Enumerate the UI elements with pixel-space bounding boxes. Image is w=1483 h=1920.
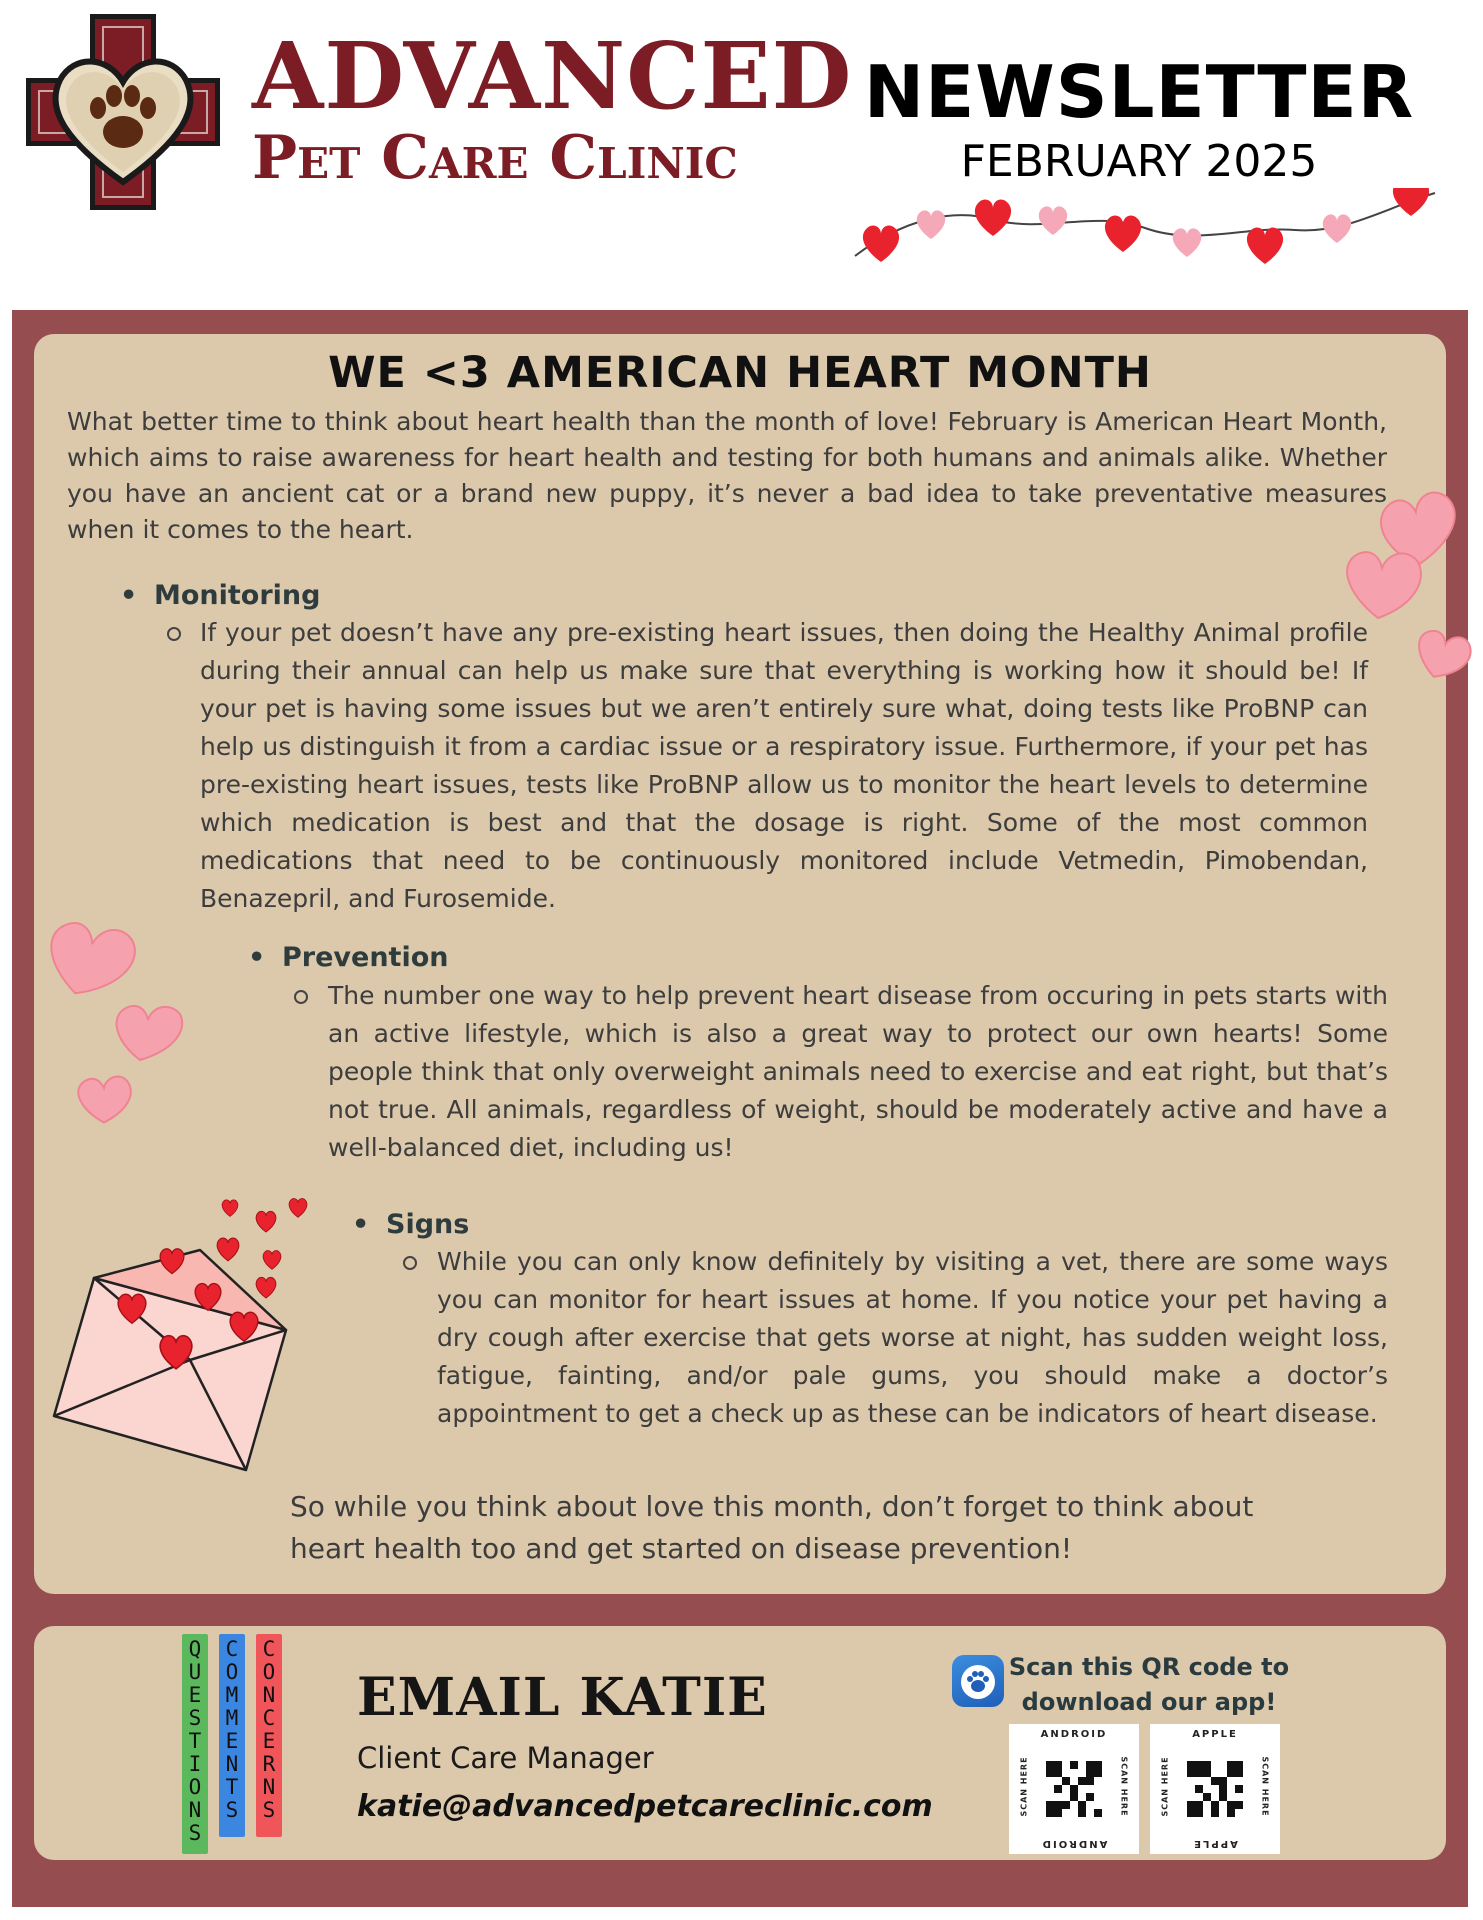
tag-letter: S (225, 1798, 239, 1822)
qr-side-label: SCAN HERE (1119, 1756, 1129, 1817)
brand-name-line1: ADVANCED (252, 22, 853, 130)
tag-letter: E (188, 1683, 202, 1707)
qr-platform-label: ANDROID (1040, 1729, 1108, 1740)
brand-name-line2: Pet Care Clinic (252, 123, 738, 193)
qr-code-icon (1187, 1761, 1243, 1817)
paw-icon (952, 1655, 1004, 1707)
qr-code-icon (1046, 1761, 1102, 1817)
section-monitoring (120, 578, 1380, 614)
article-headline: WE <3 AMERICAN HEART MONTH (328, 348, 1152, 398)
article-closing: So while you think about love this month, don’t forget to think about heart health too and get started on disease prevention! (290, 1490, 1254, 1565)
contact-email-link[interactable]: katie@advancedpetcareclinic.com (357, 1789, 933, 1824)
qr-side-label: SCAN HERE (1019, 1756, 1029, 1817)
section-heading: Signs (386, 1209, 470, 1240)
section-heading: Monitoring (154, 580, 321, 611)
bullet-icon: • (352, 1209, 370, 1240)
qr-platform-label: APPLE (1192, 1729, 1238, 1740)
qr-prompt-line2: download our app! (1021, 1688, 1277, 1716)
tag-letter: R (262, 1752, 276, 1776)
tag-letter: C (262, 1706, 276, 1730)
issue-date: FEBRUARY 2025 (960, 136, 1318, 187)
section-body: While you can only know definitely by visiting a vet, there are some ways you can monitor for heart issues at home. If you notice your pet having a dry cough after exercise that gets worse at night, has sudden weight loss, fatigue, fainting, and/or pale gums, you should make a doctor’s appointment to get a check up as these can be indicators of heart disease. (437, 1247, 1388, 1428)
comments-tag (219, 1634, 245, 1837)
qr-side-label: SCAN HERE (1260, 1756, 1270, 1817)
tag-letter: N (225, 1752, 239, 1776)
questions-tag (182, 1634, 208, 1854)
heart-garland-icon (845, 188, 1445, 278)
bullet-icon: • (120, 580, 138, 611)
tag-letter: O (262, 1660, 276, 1684)
tag-letter: C (225, 1637, 239, 1661)
tag-letter: T (188, 1729, 202, 1753)
tag-letter: S (262, 1798, 276, 1822)
section-body: If your pet doesn’t have any pre-existing heart issues, then doing the Healthy Animal profile during their annual can help us make sure that everything is working how it should be! If your pet is having some issues but we aren’t entirely sure what, doing tests like ProBNP can help us distinguish it from a cardiac issue or a respiratory issue. Furthermore, if your pet has pre-existing heart issues, tests like ProBNP allow us to monitor the heart levels to determine which medication is best and that the dosage is right. Some of the most common medications that need to be continuously monitored include Vetmedin, Pimobendan, Benazepril, and Furosemide. (200, 618, 1368, 913)
tag-letter: U (188, 1660, 202, 1684)
tag-letter: N (188, 1798, 202, 1822)
tag-letter: I (188, 1752, 202, 1776)
section-heading: Prevention (282, 942, 449, 973)
qr-prompt (1004, 1650, 1294, 1720)
tag-letter: T (225, 1775, 239, 1799)
concerns-tag (256, 1634, 282, 1837)
qr-card-android[interactable] (1009, 1724, 1139, 1854)
tag-letter: E (262, 1729, 276, 1753)
email-title: EMAIL KATIE (357, 1667, 768, 1728)
tag-letter: M (225, 1683, 239, 1707)
qr-prompt-line1: Scan this QR code to (1008, 1653, 1290, 1681)
section-signs (352, 1207, 1392, 1243)
qr-side-label: SCAN HERE (1160, 1756, 1170, 1817)
tag-letter: M (225, 1706, 239, 1730)
tag-letter: O (225, 1660, 239, 1684)
tag-letter: E (225, 1729, 239, 1753)
newsletter-title: NEWSLETTER (863, 50, 1415, 134)
qr-card-apple[interactable] (1150, 1724, 1280, 1854)
tag-letter: N (262, 1683, 276, 1707)
article-intro: What better time to think about heart health than the month of love! February is American Heart Month, which aims to raise awareness for heart health and testing for both humans and animals alike. Whether you have an ancient cat or a brand new puppy, it’s never a bad idea to take preventative measures when it comes to the heart. (67, 407, 1387, 544)
tag-letter: S (188, 1706, 202, 1730)
bullet-icon: • (248, 942, 266, 973)
app-logo-icon (952, 1655, 1004, 1707)
tag-letter: Q (188, 1637, 202, 1661)
sub-bullet-icon (294, 990, 308, 1004)
decorative-hearts-icon (30, 900, 200, 1130)
sub-bullet-icon (167, 627, 181, 641)
section-prevention (248, 940, 1388, 976)
contact-role: Client Care Manager (357, 1741, 654, 1775)
section-body: The number one way to help prevent heart disease from occuring in pets starts with an active lifestyle, which is also a great way to protect our own hearts! Some people think that only overweight animals need to exercise and eat right, but that’s not true. All animals, regardless of weight, should be moderately active and have a well-balanced diet, including us! (328, 981, 1388, 1162)
love-letter-envelope-icon (50, 1190, 310, 1480)
tag-letter: N (262, 1775, 276, 1799)
sub-bullet-icon (403, 1256, 417, 1270)
tag-letter: C (262, 1637, 276, 1661)
tag-letter: O (188, 1775, 202, 1799)
tag-letter: S (188, 1821, 202, 1845)
qr-platform-label: ANDROID (1040, 1838, 1108, 1849)
clinic-logo-cross-icon (24, 12, 222, 212)
qr-platform-label: APPLE (1192, 1838, 1238, 1849)
